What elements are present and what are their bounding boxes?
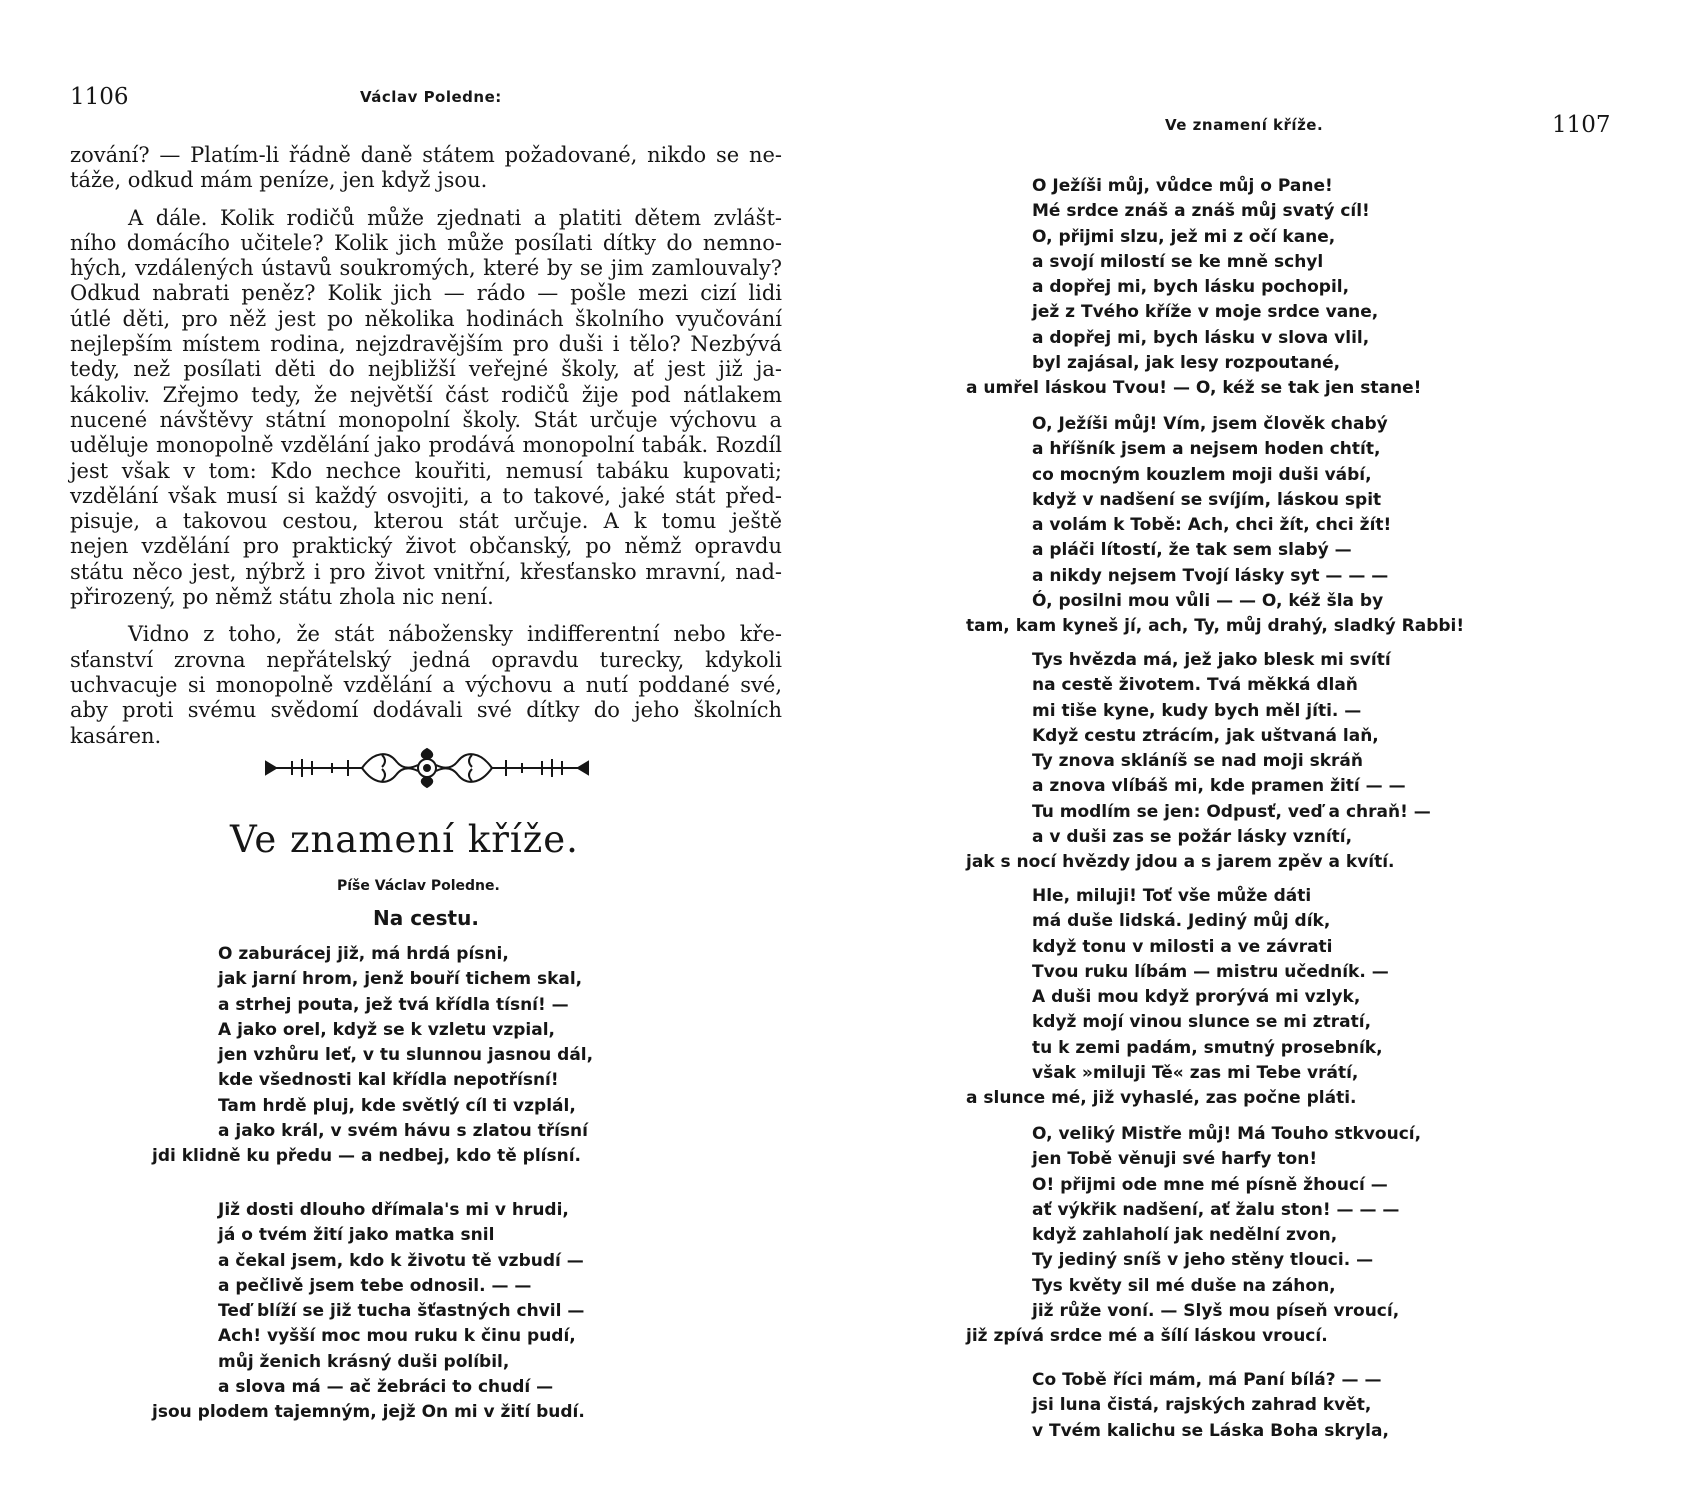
verse-line: ať výkřik nadšení, ať žalu ston! — — — xyxy=(1032,1199,1400,1220)
page-number: 1107 xyxy=(1552,112,1611,138)
prose-line: nucené návštěvy státní monopolní školy. Stát určuje výchovu a xyxy=(70,407,782,432)
stanza xyxy=(966,648,1431,876)
prose-line: jest však v tom: Kdo nechce kouřiti, nemusí tabáku kupovati; xyxy=(70,458,782,483)
prose-line: zování? — Platím-li řádně daně státem požadované, nikdo se ne- xyxy=(70,143,782,167)
prose-line: uchvacuje si monopolně vzdělání a výchovu a nutí poddané své, xyxy=(70,672,782,697)
verse-line: kde všednosti kal křídla nepotřísní! xyxy=(218,1070,559,1091)
prose-paragraph xyxy=(70,622,782,748)
verse-line: O! přijmi ode mne mé písně žhoucí — xyxy=(1032,1174,1388,1195)
prose-line: uděluje monopolně vzdělání jako prodává monopolní tabák. Rozdíl xyxy=(70,433,782,458)
verse-line: a hříšník jsem a nejsem hoden chtít, xyxy=(1032,439,1381,460)
verse-line: jež z Tvého kříže v moje srdce vane, xyxy=(1032,302,1379,323)
verse-line: Ty jediný sníš v jeho stěny tlouci. — xyxy=(1032,1250,1374,1271)
prose-line: tedy, než posílati děti do nejbližší veřejné školy, ať jest již ja- xyxy=(70,357,782,382)
verse-line: jen Tobě věnuji své harfy ton! xyxy=(1032,1149,1318,1170)
verse-line: O, veliký Mistře můj! Má Touho stkvoucí, xyxy=(1032,1124,1422,1144)
prose-line: Vidno z toho, že stát nábožensky indifferentní nebo kře- xyxy=(128,622,782,647)
stanza xyxy=(152,942,594,1170)
verse-line: a znova vlíbáš mi, kde pramen žití — — xyxy=(1032,776,1406,797)
prose-line: hých, vzdálených ústavů soukromých, které by se jim zamlouvaly? xyxy=(70,256,782,281)
verse-line: O Ježíši můj, vůdce můj o Pane! xyxy=(1032,176,1333,196)
prose-line: táže, odkud mám peníze, jen když jsou. xyxy=(70,168,488,193)
verse-line: Tys hvězda má, jež jako blesk mi svítí xyxy=(1032,650,1391,670)
verse-line: Co Tobě říci mám, má Paní bílá? — — xyxy=(1032,1370,1382,1390)
stanza xyxy=(966,884,1389,1112)
verse-line: co mocným kouzlem moji duši vábí, xyxy=(1032,464,1372,485)
verse-line: a slova má — ač žebráci to chudí — xyxy=(218,1377,554,1398)
verse-line: a pečlivě jsem tebe odnosil. — — xyxy=(218,1275,532,1296)
verse-line: když tonu v milosti a ve závrati xyxy=(1032,936,1333,957)
stanza xyxy=(1032,1368,1389,1444)
verse-line: Tam hrdě pluj, kde světlý cíl ti vzplál, xyxy=(218,1095,576,1116)
verse-line: a pláči lítostí, že tak sem slabý — xyxy=(1032,540,1352,561)
verse-line: jsi luna čistá, rajských zahrad květ, xyxy=(1032,1395,1372,1416)
stanza xyxy=(966,1122,1422,1350)
verse-line: jak s nocí hvězdy jdou a s jarem zpěv a kvítí. xyxy=(966,852,1395,873)
verse-line: Ó, posilni mou vůli — — O, kéž šla by xyxy=(1032,591,1384,612)
verse-line: a čekal jsem, kdo k životu tě vzbudí — xyxy=(218,1250,584,1271)
verse-line: a nikdy nejsem Tvojí lásky syt — — — xyxy=(1032,565,1389,586)
running-head: Ve znamení kříže. xyxy=(1165,116,1324,134)
prose-line: sťanství zrovna nepřátelský jedná opravdu turecky, kdykoli xyxy=(70,647,782,672)
prose-line: nejen vzdělání pro praktický život občanský, po němž opravdu xyxy=(70,534,782,559)
verse-line: O, přijmi slzu, jež mi z očí kane, xyxy=(1032,226,1336,247)
byline: Píše Václav Poledne. xyxy=(337,878,500,894)
verse-line: Mé srdce znáš a znáš můj svatý cíl! xyxy=(1032,201,1370,222)
verse-line: již zpívá srdce mé a šílí láskou vroucí. xyxy=(966,1326,1328,1347)
verse-line: O zaburácej již, má hrdá písni, xyxy=(218,944,509,964)
verse-line: a v duši zas se požár lásky vznítí, xyxy=(1032,827,1353,848)
prose-line: aby proti svému svědomí dodávali své dítky do jeho školních xyxy=(70,698,782,723)
verse-line: Tvou ruku líbám — mistru učedník. — xyxy=(1032,961,1389,982)
verse-line: a strhej pouta, jež tvá křídla tísní! — xyxy=(218,994,569,1015)
verse-line: tu k zemi padám, smutný prosebník, xyxy=(1032,1037,1383,1058)
verse-line: jak jarní hrom, jenž bouří tichem skal, xyxy=(218,969,583,990)
verse-line: a volám k Tobě: Ach, chci žít, chci žít! xyxy=(1032,515,1392,536)
poem-title: Ve znamení kříže. xyxy=(230,818,579,861)
verse-line: Ach! vyšší moc mou ruku k činu pudí, xyxy=(218,1326,576,1347)
verse-line: když mojí vinou slunce se mi ztratí, xyxy=(1032,1012,1372,1033)
verse-line: když v nadšení se svíjím, láskou spit xyxy=(1032,489,1382,510)
page-number: 1106 xyxy=(70,84,129,110)
ornament-divider xyxy=(262,745,592,791)
verse-line: já o tvém žití jako matka snil xyxy=(218,1225,495,1246)
prose-paragraph xyxy=(70,206,782,611)
verse-line: Když cestu ztrácím, jak uštvaná laň, xyxy=(1032,725,1379,746)
section-title: Na cestu. xyxy=(373,906,479,930)
verse-line: má duše lidská. Jediný můj dík, xyxy=(1032,911,1331,932)
prose-line: státu něco jest, nýbrž i pro život vnitřní, křesťansko mravní, nad- xyxy=(70,559,782,584)
verse-line: a svojí milostí se ke mně schyl xyxy=(1032,251,1324,272)
verse-line: a jako král, v svém hávu s zlatou třísní xyxy=(218,1121,588,1142)
prose-line: kasáren. xyxy=(70,723,162,748)
prose-text xyxy=(70,143,782,761)
verse-line: a slunce mé, již vyhaslé, zas počne pláti. xyxy=(966,1088,1357,1109)
verse-line: jen vzhůru leť, v tu slunnou jasnou dál, xyxy=(218,1045,594,1066)
prose-line: ního domácího učitele? Kolik jich může posílati dítky do nemno- xyxy=(70,230,782,255)
verse-line: na cestě životem. Tvá měkká dlaň xyxy=(1032,675,1358,696)
verse-line: A jako orel, když se k vzletu vzpial, xyxy=(218,1019,555,1040)
verse-line: mi tiše kyne, kudy bych měl jíti. — xyxy=(1032,700,1362,721)
running-head: Václav Poledne: xyxy=(360,88,502,106)
stanza xyxy=(966,174,1422,402)
right-page xyxy=(845,0,1690,1500)
verse-line: však »miluji Tě« zas mi Tebe vrátí, xyxy=(1032,1063,1359,1084)
verse-line: již růže voní. — Slyš mou píseň vroucí, xyxy=(1032,1301,1400,1322)
verse-line: Hle, miluji! Toť vše může dáti xyxy=(1032,886,1312,906)
prose-line: A dále. Kolik rodičů může zjednati a platiti dětem zvlášt- xyxy=(128,205,782,230)
verse-line: a dopřej mi, bych lásku v slova vlil, xyxy=(1032,327,1370,348)
verse-line: v Tvém kalichu se Láska Boha skryla, xyxy=(1032,1420,1389,1441)
verse-line: byl zajásal, jak lesy rozpoutané, xyxy=(1032,353,1341,374)
verse-line: tam, kam kyneš jí, ach, Ty, můj drahý, sladký Rabbi! xyxy=(966,616,1465,637)
stanza xyxy=(152,1198,585,1426)
prose-line: kákoliv. Zřejmo tedy, že největší část rodičů žije pod nátlakem xyxy=(70,382,782,407)
prose-line: přirozený, po němž státu zhola nic není. xyxy=(70,585,494,610)
verse-line: jsou plodem tajemným, jejž On mi v žití budí. xyxy=(152,1402,585,1423)
verse-line: Tu modlím se jen: Odpusť, veď a chraň! — xyxy=(1032,801,1431,822)
prose-line: vzdělání však musí si každý osvojiti, a to takové, jaké stát před- xyxy=(70,483,782,508)
verse-line: jdi klidně ku předu — a nedbej, kdo tě plísní. xyxy=(152,1146,582,1167)
verse-line: Ty znova skláníš se nad moji skráň xyxy=(1032,751,1363,772)
verse-line: O, Ježíši můj! Vím, jsem člověk chabý xyxy=(1032,414,1388,434)
prose-line: pisuje, a takovou cestou, kterou stát určuje. A k tomu ještě xyxy=(70,509,782,534)
verse-line: Již dosti dlouho dřímala's mi v hrudi, xyxy=(218,1200,569,1220)
verse-line: Tys květy sil mé duše na záhon, xyxy=(1032,1275,1336,1296)
verse-line: a dopřej mi, bych lásku pochopil, xyxy=(1032,277,1350,298)
stanza xyxy=(966,412,1465,640)
verse-line: a umřel láskou Tvou! — O, kéž se tak jen stane! xyxy=(966,378,1422,399)
prose-paragraph xyxy=(70,143,782,194)
prose-line: Odkud nabrati peněz? Kolik jich — rádo — pošle mezi cizí lidi xyxy=(70,281,782,306)
verse-line: když zahlaholí jak nedělní zvon, xyxy=(1032,1225,1338,1246)
prose-line: útlé děti, pro něž jest po několika hodinách školního vyučování xyxy=(70,306,782,331)
verse-line: můj ženich krásný duši políbil, xyxy=(218,1351,510,1372)
prose-line: nejlepším místem rodina, nejzdravějším pro duši i tělo? Nezbývá xyxy=(70,332,782,357)
verse-line: Teď blíží se již tucha šťastných chvil — xyxy=(218,1301,585,1322)
verse-line: A duši mou když prorývá mi vzlyk, xyxy=(1032,987,1361,1008)
